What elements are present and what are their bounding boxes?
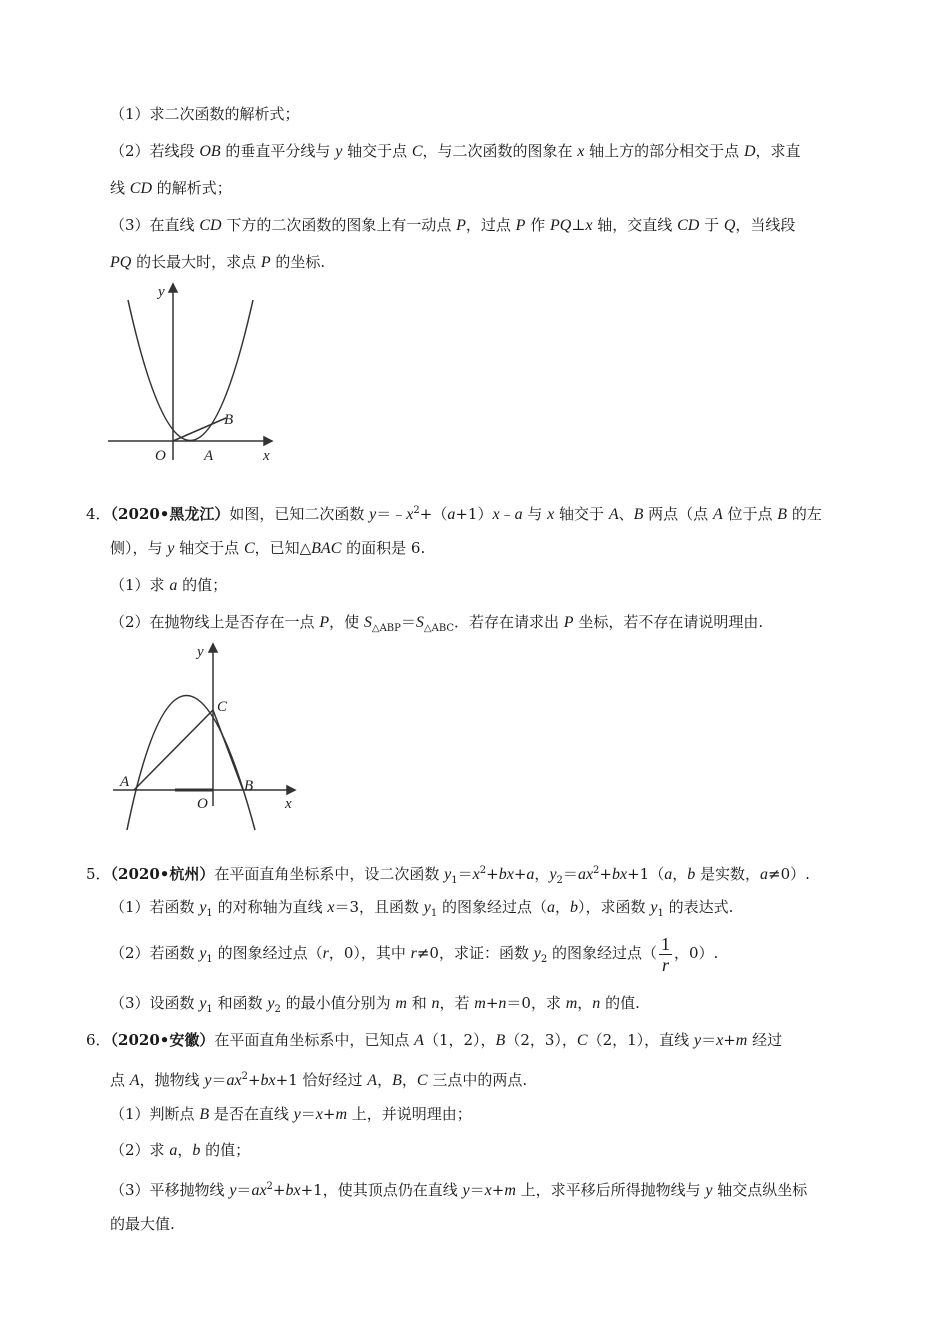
label-O: O — [197, 796, 208, 812]
q5-part2: （2）若函数 $y_1$ 的图象经过点（r，0），其中 r≠0，求证：函数 $y_2$ 的图象经过点（ $\frac{1}{r}$ ，0）. — [110, 933, 719, 975]
y-axis-arrow — [209, 644, 217, 652]
q6-line1: 6．（2020•安徽）在平面直角坐标系中，已知点 A（1，2），B（2，3），C（2，1），直线 y＝x+m 经过 — [86, 1031, 783, 1049]
parabola-curve — [127, 696, 255, 831]
x-axis-arrow — [264, 437, 272, 445]
q4-figure — [105, 638, 305, 833]
label-y: y — [158, 284, 165, 300]
q6-part2: （2）求 a，b 的值； — [110, 1141, 251, 1159]
label-C: C — [217, 699, 228, 715]
triangle-ABC — [134, 710, 243, 790]
q3-part3-line1: （3）在直线 CD 下方的二次函数的图象上有一动点 P，过点 P 作 PQ⊥x 轴，交直线 CD 于 Q，当线段 — [110, 216, 796, 234]
q5-part3: （3）设函数 $y_1$ 和函数 $y_2$ 的最小值分别为 m 和 n，若 m+n＝0，求 m，n 的值. — [110, 994, 640, 1015]
label-O: O — [155, 448, 166, 464]
x-axis-arrow — [287, 786, 295, 794]
label-B: B — [244, 778, 254, 794]
q5-line1: 5．（2020•杭州）在平面直角坐标系中，设二次函数 $y_1=x^2+bx+a$，$y_2=ax^2+bx+1(a$，b 是实数，a≠0）. — [86, 865, 810, 886]
label-A: A — [204, 448, 214, 464]
label-A: A — [120, 774, 130, 790]
label-x: x — [263, 448, 270, 464]
q4-line1: 4．（2020•黑龙江）如图，已知二次函数 $y=﹣x^2+(a+1)x﹣a$ 与 x 轴交于 A、B 两点（点 A 位于点 B 的左 — [86, 505, 822, 523]
q5-part1: （1）若函数 $y_1$ 的对称轴为直线 x＝3，且函数 $y_1$ 的图象经过点（a，b），求函数 $y_1$ 的表达式. — [110, 898, 734, 919]
parabola-curve — [128, 300, 253, 441]
q6-part1: （1）判断点 B 是否在直线 y＝x+m 上，并说明理由； — [110, 1105, 472, 1123]
q3-part3-line2: PQ 的长最大时，求点 P 的坐标. — [110, 253, 326, 271]
label-B: B — [224, 412, 234, 428]
fraction-1-over-r: $\frac{1}{r}$ — [661, 933, 671, 975]
q6-line2: 点 A，抛物线 $y=ax^2+bx+1$ 恰好经过 A，B，C 三点中的两点. — [110, 1071, 528, 1089]
q4-part2: （2）在抛物线上是否存在一点 P，使 $S_{\triangle ABP}=S_{\triangle ABC}$．若存在请求出 P 坐标，若不存在请说明理由. — [110, 613, 764, 634]
q4-part1: （1）求 a 的值； — [110, 576, 228, 594]
q4-line2: 侧），与 y 轴交于点 C，已知△BAC 的面积是 6. — [110, 539, 426, 557]
q3-figure — [100, 278, 290, 468]
q3-part2-line1: （2）若线段 OB 的垂直平分线与 y 轴交于点 C，与二次函数的图象在 x 轴上方的部分相交于点 D，求直 — [110, 142, 801, 160]
q6-part3-line1: （3）平移抛物线 $y=ax^2+bx+1$，使其顶点仍在直线 y＝x+m 上，求平移后所得抛物线与 y 轴交点纵坐标 — [110, 1181, 808, 1199]
q3-part1: （1）求二次函数的解析式； — [110, 105, 300, 123]
y-axis-arrow — [169, 284, 177, 292]
label-x: x — [285, 796, 292, 812]
q6-part3-line2: 的最大值. — [110, 1215, 175, 1233]
label-y: y — [197, 644, 204, 660]
q3-part2-line2: 线 CD 的解析式； — [110, 179, 232, 197]
